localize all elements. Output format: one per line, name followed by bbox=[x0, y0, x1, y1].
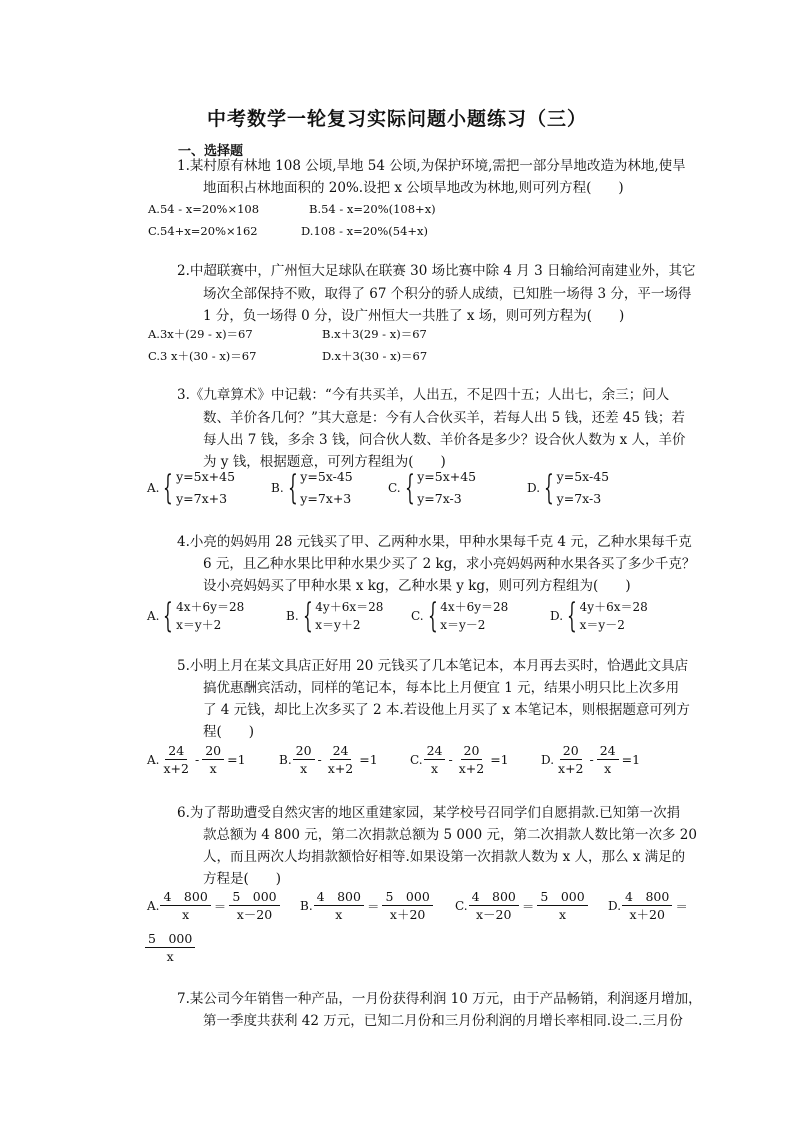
q6-line4: 方程是( ) bbox=[203, 871, 282, 887]
rhs: =1 bbox=[490, 752, 509, 767]
q3-option-a bbox=[147, 466, 235, 510]
numerator: 20 bbox=[293, 742, 315, 760]
left-brace: { bbox=[543, 468, 554, 508]
numerator: 20 bbox=[202, 742, 224, 760]
q6-option-d bbox=[608, 888, 691, 923]
denominator: x bbox=[604, 761, 612, 776]
q3-option-d bbox=[527, 466, 609, 510]
q3-line3: 每人出 7 钱，多余 3 钱，问合伙人数、羊价各是多少？设合伙人数为 x 人，羊价 bbox=[203, 432, 686, 448]
operator: ＝ bbox=[213, 898, 227, 914]
numerator: 4 800 bbox=[314, 888, 364, 906]
left-brace: { bbox=[566, 596, 577, 636]
numerator: 4 800 bbox=[622, 888, 672, 906]
numerator: 24 bbox=[597, 742, 619, 760]
numerator: 20 bbox=[461, 742, 483, 760]
fraction bbox=[145, 930, 195, 965]
q2-option-a: A.3x＋(29 - x)＝67 bbox=[148, 327, 253, 341]
option-label: D. bbox=[541, 752, 555, 767]
denominator: x+2 bbox=[558, 761, 584, 776]
left-brace: { bbox=[163, 468, 174, 508]
equation: 4y＋6x＝28 bbox=[315, 600, 384, 614]
equation: y=7x+3 bbox=[300, 491, 352, 506]
q4-line3: 设小亮妈妈买了甲种水果 x kg，乙种水果 y kg，则可列方程组为( ) bbox=[203, 578, 631, 594]
equation: 4x＋6y＝28 bbox=[440, 600, 509, 614]
q5-option-a bbox=[147, 742, 249, 777]
equation: x＝y－2 bbox=[440, 618, 486, 632]
fraction bbox=[424, 742, 446, 777]
q5-line2: 搞优惠酬宾活动，同样的笔记本，每本比上月便宜 1 元，结果小明只比上次多用 bbox=[203, 680, 680, 696]
q4-option-d bbox=[550, 598, 648, 634]
q1-option-c: C.54+x=20%×162 bbox=[148, 224, 258, 238]
q5-line1: 5.小明上月在某文具店正好用 20 元钱买了几本笔记本，本月再去买时，恰遇此文具店 bbox=[177, 658, 689, 674]
q3-option-b bbox=[271, 466, 353, 510]
fraction bbox=[293, 742, 315, 777]
denominator: x－20 bbox=[236, 907, 273, 922]
numerator: 4 800 bbox=[469, 888, 519, 906]
fraction bbox=[314, 888, 364, 923]
numerator: 5 000 bbox=[145, 930, 195, 948]
denominator: x bbox=[300, 761, 308, 776]
denominator: x bbox=[559, 907, 567, 922]
rhs: =1 bbox=[227, 752, 246, 767]
operator: - bbox=[317, 752, 322, 767]
equation: 4y＋6x＝28 bbox=[579, 600, 648, 614]
numerator: 5 000 bbox=[229, 888, 279, 906]
fraction bbox=[622, 888, 672, 923]
option-label: A. bbox=[147, 898, 160, 913]
q7-line2: 第一季度共获利 42 万元，已知二月份和三月份利润的月增长率相同.设二.三月份 bbox=[203, 1013, 683, 1029]
equation: 4x＋6y＝28 bbox=[176, 600, 245, 614]
operator: - bbox=[194, 752, 200, 767]
operator: - bbox=[589, 752, 594, 767]
denominator: x+2 bbox=[327, 761, 354, 776]
option-label: C. bbox=[455, 898, 468, 913]
numerator: 24 bbox=[165, 742, 187, 760]
q5-line3: 了 4 元钱，却比上次多买了 2 本.若设他上月买了 x 本笔记本，则根据题意可列方 bbox=[203, 702, 690, 718]
q3-line4: 为 y 钱，根据题意，可列方程组为( ) bbox=[203, 454, 446, 470]
rhs: =1 bbox=[621, 752, 641, 767]
q1-option-a: A.54 - x=20%×108 bbox=[148, 202, 260, 216]
q5-line4: 程( ) bbox=[203, 724, 255, 740]
denominator: x+2 bbox=[458, 761, 485, 776]
operator: ＝ bbox=[521, 898, 535, 914]
fraction bbox=[160, 742, 191, 777]
fraction bbox=[555, 742, 586, 777]
q5-option-b bbox=[279, 742, 381, 777]
q6-option-b bbox=[300, 888, 433, 923]
q1-option-d: D.108 - x=20%(54+x) bbox=[301, 224, 429, 238]
fraction bbox=[597, 742, 619, 777]
q2-line2: 场次全部保持不败，取得了 67 个积分的骄人成绩，已知胜一场得 3 分，平一场得 bbox=[203, 286, 692, 302]
denominator: x＋20 bbox=[389, 907, 426, 922]
option-label: B. bbox=[286, 609, 299, 623]
operator: ＝ bbox=[366, 898, 380, 914]
denominator: x+2 bbox=[163, 761, 189, 776]
option-label: A. bbox=[147, 609, 160, 623]
option-label: C. bbox=[410, 752, 423, 767]
denominator: x bbox=[182, 907, 190, 922]
option-label: D. bbox=[608, 898, 622, 913]
q2-option-c: C.3 x＋(30 - x)＝67 bbox=[148, 349, 257, 363]
fraction bbox=[325, 742, 356, 777]
option-label: D. bbox=[550, 609, 564, 623]
numerator: 24 bbox=[330, 742, 352, 760]
denominator: x－20 bbox=[476, 907, 512, 922]
operator: - bbox=[448, 752, 453, 767]
equation: y=5x-45 bbox=[300, 469, 353, 484]
q5-option-d bbox=[541, 742, 643, 777]
equation: x＝y＋2 bbox=[315, 618, 361, 632]
option-label: A. bbox=[147, 481, 160, 495]
q6-option-c bbox=[455, 888, 588, 923]
option-label: C. bbox=[411, 609, 424, 623]
left-brace: { bbox=[287, 468, 298, 508]
equation: y=5x+45 bbox=[417, 469, 477, 484]
denominator: x bbox=[335, 907, 343, 922]
q6-option-a bbox=[147, 888, 280, 923]
numerator: 20 bbox=[560, 742, 582, 760]
q4-option-b bbox=[286, 598, 383, 634]
numerator: 5 000 bbox=[537, 888, 587, 906]
operator: ＝ bbox=[675, 898, 688, 914]
fraction bbox=[160, 888, 210, 923]
left-brace: { bbox=[302, 596, 313, 636]
option-label: B. bbox=[300, 898, 313, 913]
q5-option-c bbox=[410, 742, 512, 777]
equation: y=7x-3 bbox=[417, 491, 462, 506]
numerator: 5 000 bbox=[382, 888, 432, 906]
option-label: C. bbox=[388, 481, 401, 495]
denominator: x＋20 bbox=[629, 907, 665, 922]
q3-option-c bbox=[388, 466, 476, 510]
q7-line1: 7.某公司今年销售一种产品，一月份获得利润 10 万元，由于产品畅销，利润逐月增加， bbox=[177, 991, 702, 1007]
equation: y=5x+45 bbox=[176, 469, 236, 484]
equation: y=5x-45 bbox=[556, 469, 610, 484]
q3-line2: 数、羊价各几何？”其大意是：今有人合伙买羊，若每人出 5 钱，还差 45 钱；若 bbox=[203, 410, 685, 426]
fraction bbox=[469, 888, 519, 923]
q6-option-d-rhs bbox=[145, 930, 195, 965]
denominator: x bbox=[431, 761, 439, 776]
numerator: 24 bbox=[424, 742, 446, 760]
q2-option-b: B.x＋3(29 - x)＝67 bbox=[322, 327, 427, 341]
equation: x＝y－2 bbox=[579, 618, 625, 632]
numerator: 4 800 bbox=[160, 888, 210, 906]
denominator: x bbox=[209, 761, 217, 776]
equation: y=7x+3 bbox=[176, 491, 228, 506]
fraction bbox=[229, 888, 279, 923]
option-label: A. bbox=[147, 752, 160, 767]
q1-line2: 地面积占林地面积的 20%.设把 x 公顷旱地改为林地,则可列方程( ) bbox=[203, 180, 624, 196]
option-label: D. bbox=[527, 481, 541, 495]
fraction bbox=[202, 742, 224, 777]
fraction bbox=[537, 888, 587, 923]
q4-option-a bbox=[147, 598, 244, 634]
rhs: =1 bbox=[359, 752, 378, 767]
option-label: B. bbox=[279, 752, 292, 767]
q4-line1: 4.小亮的妈妈用 28 元钱买了甲、乙两种水果，甲种水果每千克 4 元，乙种水果每千克 bbox=[177, 534, 692, 550]
q3-line1: 3.《九章算术》中记载：“今有共买羊，人出五，不足四十五；人出七，余三；问人 bbox=[177, 387, 670, 403]
q1-option-b: B.54 - x=20%(108+x) bbox=[309, 202, 436, 216]
equation: y=7x-3 bbox=[556, 491, 602, 506]
q4-option-c bbox=[411, 598, 508, 634]
equation: x＝y＋2 bbox=[176, 618, 222, 632]
q2-option-d: D.x＋3(30 - x)＝67 bbox=[322, 349, 428, 363]
fraction bbox=[382, 888, 432, 923]
fraction bbox=[456, 742, 487, 777]
left-brace: { bbox=[404, 468, 415, 508]
left-brace: { bbox=[427, 596, 438, 636]
option-label: B. bbox=[271, 481, 284, 495]
q6-line3: 人，而且两次人均捐款额恰好相等.如果设第一次捐款人数为 x 人，那么 x 满足的 bbox=[203, 849, 686, 865]
q6-line2: 款总额为 4 800 元，第二次捐款总额为 5 000 元，第二次捐款人数比第一次多 20 bbox=[203, 827, 697, 843]
denominator: x bbox=[166, 949, 174, 964]
q1-line1: 1.某村原有林地 108 公顷,旱地 54 公顷,为保护环境,需把一部分旱地改造为林地,使旱 bbox=[177, 158, 686, 174]
section-heading: 一、选择题 bbox=[178, 144, 244, 159]
left-brace: { bbox=[163, 596, 174, 636]
page-title: 中考数学一轮复习实际问题小题练习（三） bbox=[206, 108, 587, 130]
q2-line3: 1 分，负一场得 0 分，设广州恒大一共胜了 x 场，则可列方程为( ) bbox=[203, 308, 625, 324]
q6-line1: 6.为了帮助遭受自然灾害的地区重建家园，某学校号召同学们自愿捐款.已知第一次捐 bbox=[177, 805, 681, 821]
q4-line2: 6 元，且乙种水果比甲种水果少买了 2 kg，求小亮妈妈两种水果各买了多少千克？ bbox=[203, 556, 696, 572]
q2-line1: 2.中超联赛中，广州恒大足球队在联赛 30 场比赛中除 4 月 3 日输给河南建业外，其它 bbox=[177, 263, 696, 279]
